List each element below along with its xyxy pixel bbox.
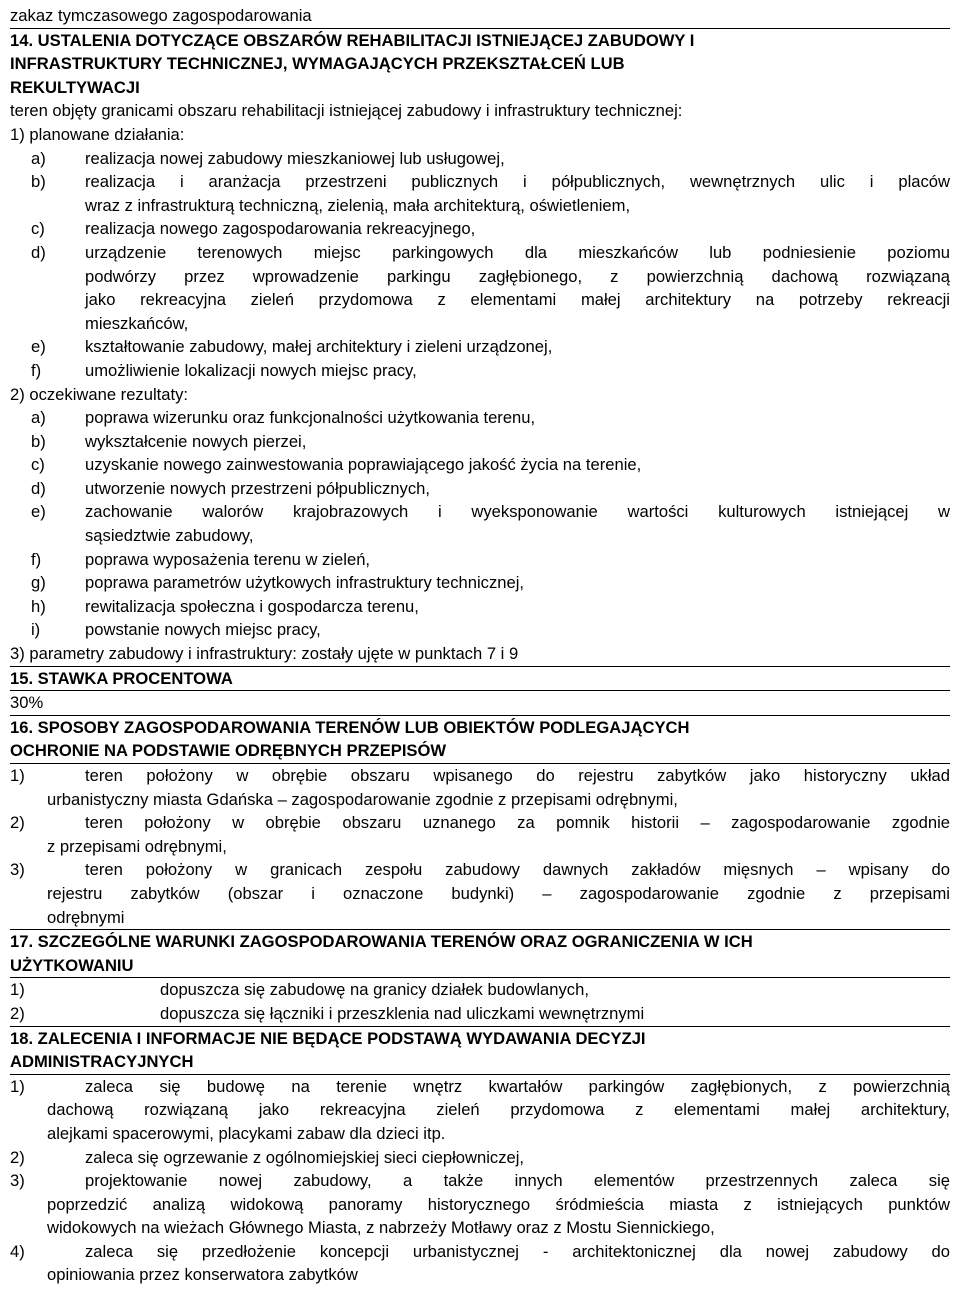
item-text-continued: dachową rozwiązaną jako rekreacyjna zieleń przydomowa z elementami małej architektury, (47, 1100, 950, 1120)
list-text-continued: sąsiedztwie zabudowy, (85, 526, 254, 546)
item-number: 1) (10, 980, 25, 1000)
numbered-item (10, 811, 950, 835)
list-label: b) (31, 172, 46, 192)
list-item (10, 147, 950, 171)
list-item (10, 571, 950, 595)
heading-line: OCHRONIE NA PODSTAWIE ODRĘBNYCH PRZEPISÓW (10, 741, 447, 761)
heading-line: 18. ZALECENIA I INFORMACJE NIE BĘDĄCE PODSTAWĄ WYDAWANIA DECYZJI (10, 1028, 646, 1048)
item-text: teren położony w obrębie obszaru uznanego za pomnik historii – zagospodarowanie zgodnie (85, 813, 950, 833)
list-label: b) (31, 431, 46, 451)
list-text: poprawa wizerunku oraz funkcjonalności użytkowania terenu, (85, 408, 536, 428)
item-number: 2) (10, 813, 25, 833)
item-text: teren położony w obrębie obszaru wpisanego do rejestru zabytków jako historyczny układ (85, 766, 950, 785)
text-line: 1) planowane działania: (10, 124, 185, 144)
list-item (10, 359, 950, 383)
item-text: projektowanie nowej zabudowy, a także innych elementów przestrzennych zaleca się (85, 1171, 950, 1191)
heading-line: 14. USTALENIA DOTYCZĄCE OBSZARÓW REHABILITACJI ISTNIEJĄCEJ ZABUDOWY I (10, 30, 695, 50)
item-number: 1) (10, 766, 25, 785)
section-16-heading (10, 715, 950, 764)
numbered-item (10, 764, 950, 788)
list-text: zachowanie walorów krajobrazowych i wyeksponowanie wartości kulturowych istniejącej w (85, 502, 950, 522)
list-label: e) (31, 502, 46, 522)
list-label: c) (31, 455, 45, 475)
list-text: uzyskanie nowego zainwestowania poprawiającego jakość życia na terenie, (85, 455, 642, 475)
list-text: wykształcenie nowych pierzei, (85, 431, 307, 451)
numbered-item (10, 978, 950, 1002)
heading-line: INFRASTRUKTURY TECHNICZNEJ, WYMAGAJĄCYCH PRZEKSZTAŁCEŃ LUB (10, 54, 625, 74)
text-line: teren objęty granicami obszaru rehabilitacji istniejącej zabudowy i infrastruktury technicznej: (10, 101, 683, 121)
item-text: zaleca się ogrzewanie z ogólnomiejskiej sieci ciepłowniczej, (85, 1147, 525, 1167)
item-text: zaleca się budowę na terenie wnętrz kwartałów parkingów zagłębionych, z powierzchnią (85, 1076, 950, 1096)
list-item (10, 217, 950, 241)
list-text: umożliwienie lokalizacji nowych miejsc pracy, (85, 360, 417, 380)
item-text-continued: opiniowania przez konserwatora zabytków (47, 1265, 358, 1285)
text-line: zakaz tymczasowego zagospodarowania (10, 6, 312, 25)
list-label: f) (31, 360, 42, 380)
item-text-continued: alejkami spacerowymi, placykami zabaw dla dzieci itp. (47, 1123, 446, 1143)
item-text-continued: widokowych na wieżach Głównego Miasta, z nabrzeży Motławy oraz z Mostu Siennickiego, (47, 1218, 715, 1238)
numbered-item (10, 1240, 950, 1264)
list-item (10, 241, 950, 265)
list-label: e) (31, 337, 46, 357)
list-text: poprawa wyposażenia terenu w zieleń, (85, 549, 371, 569)
section-14-heading (10, 28, 950, 100)
item-text-continued: poprzedzić analizą widokową panoramy historycznego śródmieścia miasta z istniejących punktów (47, 1194, 950, 1214)
list-text-continued: jako rekreacyjna zieleń przydomowa z elementami małej architektury na potrzeby rekreacji (85, 290, 950, 310)
numbered-item (10, 858, 950, 882)
section-18-heading (10, 1026, 950, 1075)
list-text-continued: wraz z infrastrukturą techniczną, zielenią, mała architekturą, oświetleniem, (85, 195, 631, 215)
item-number: 1) (10, 1076, 25, 1096)
list-item (10, 453, 950, 477)
list-item (10, 618, 950, 642)
list-label: f) (31, 549, 42, 569)
heading-line: ADMINISTRACYJNYCH (10, 1052, 194, 1072)
heading-line: 16. SPOSOBY ZAGOSPODAROWANIA TERENÓW LUB OBIEKTÓW PODLEGAJĄCYCH (10, 717, 690, 737)
list-item (10, 477, 950, 501)
list-label: d) (31, 242, 46, 262)
item-number: 3) (10, 860, 25, 880)
numbered-item (10, 1146, 950, 1170)
item-number: 4) (10, 1241, 25, 1261)
numbered-item (10, 1169, 950, 1193)
list-text-continued: mieszkańców, (85, 313, 189, 333)
item-text-continued: urbanistyczny miasta Gdańska – zagospodarowanie zgodnie z przepisami odrębnymi, (47, 789, 678, 809)
section-15-heading: 15. STAWKA PROCENTOWA (10, 668, 233, 688)
item-text: teren położony w granicach zespołu zabudowy dawnych zakładów mięsnych – wpisany do (85, 860, 950, 880)
item-text: zaleca się przedłożenie koncepcji urbanistycznej - architektonicznej dla nowej zabudowy do (85, 1241, 950, 1261)
heading-line: REKULTYWACJI (10, 77, 140, 97)
list-item (10, 335, 950, 359)
list-label: g) (31, 573, 46, 593)
numbered-item (10, 1002, 950, 1026)
list-text-continued: podwórzy przez wprowadzenie parkingu zagłębionego, z powierzchnią dachową rozwiązaną (85, 266, 950, 286)
list-item (10, 595, 950, 619)
item-text-continued: rejestru zabytków (obszar i oznaczone budynki) – zagospodarowanie zgodnie z przepisami (47, 883, 950, 903)
list-item (10, 548, 950, 572)
list-label: c) (31, 219, 45, 239)
list-label: a) (31, 148, 46, 168)
list-item (10, 170, 950, 194)
item-text-continued: odrębnymi (47, 907, 125, 927)
text-line: 2) oczekiwane rezultaty: (10, 384, 189, 404)
numbered-item (10, 1075, 950, 1099)
list-label: a) (31, 408, 46, 428)
list-text: poprawa parametrów użytkowych infrastruktury technicznej, (85, 573, 524, 593)
list-item (10, 430, 950, 454)
section-17-heading (10, 929, 950, 978)
heading-line: UŻYTKOWANIU (10, 955, 134, 975)
item-number: 2) (10, 1147, 25, 1167)
list-text: powstanie nowych miejsc pracy, (85, 620, 321, 640)
item-text: dopuszcza się łączniki i przeszklenia nad uliczkami wewnętrznymi (160, 1003, 645, 1023)
list-label: i) (31, 620, 41, 640)
item-text-continued: z przepisami odrębnymi, (47, 836, 227, 856)
item-text: dopuszcza się zabudowę na granicy działek budowlanych, (160, 980, 589, 1000)
list-label: d) (31, 478, 46, 498)
list-text: rewitalizacja społeczna i gospodarcza terenu, (85, 596, 419, 616)
list-text: realizacja nowego zagospodarowania rekreacyjnego, (85, 219, 476, 239)
percentage-value: 30% (10, 693, 44, 713)
list-text: kształtowanie zabudowy, małej architektury i zieleni urządzonej, (85, 337, 553, 357)
list-item (10, 406, 950, 430)
list-text: utworzenie nowych przestrzeni półpublicznych, (85, 478, 430, 498)
item-number: 2) (10, 1003, 25, 1023)
list-text: urządzenie terenowych miejsc parkingowych dla mieszkańców lub podniesienie poziomu (85, 242, 950, 262)
list-item (10, 500, 950, 524)
item-number: 3) (10, 1171, 25, 1191)
text-line: 3) parametry zabudowy i infrastruktury: zostały ujęte w punktach 7 i 9 (10, 644, 519, 664)
list-text: realizacja nowej zabudowy mieszkaniowej lub usługowej, (85, 148, 505, 168)
list-label: h) (31, 596, 46, 616)
heading-line: 17. SZCZEGÓLNE WARUNKI ZAGOSPODAROWANIA TERENÓW ORAZ OGRANICZENIA W ICH (10, 932, 753, 952)
list-text: realizacja i aranżacja przestrzeni publicznych i półpublicznych, wewnętrznych ulic i placów (85, 172, 950, 192)
